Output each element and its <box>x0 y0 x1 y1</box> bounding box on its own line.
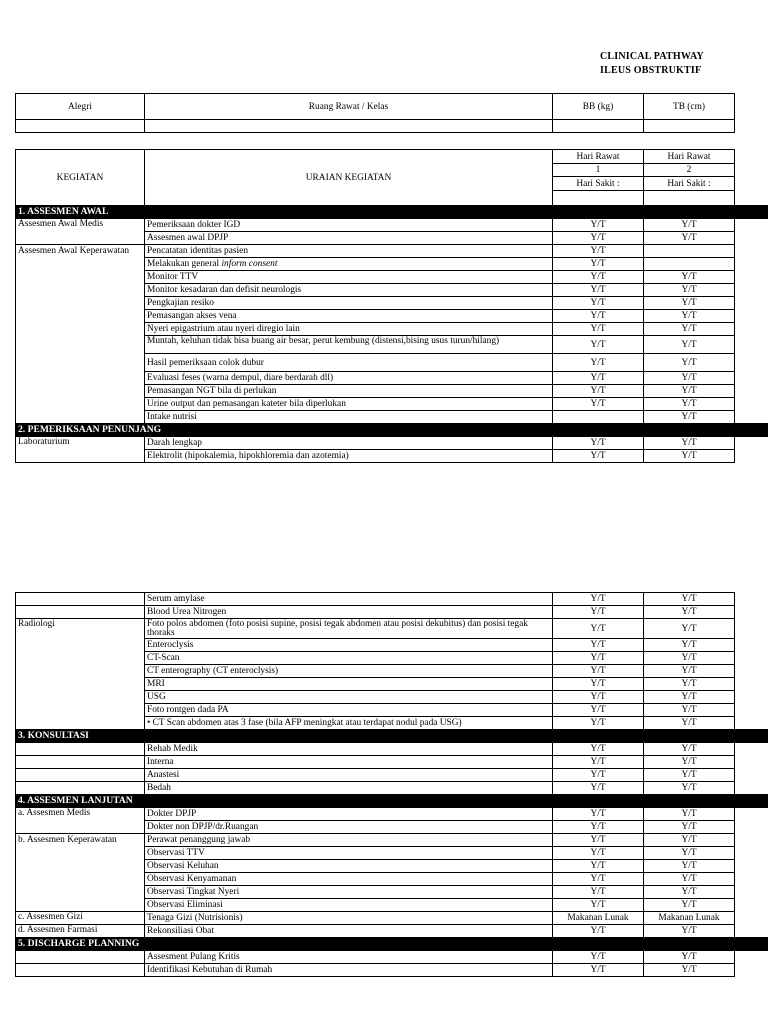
day-1-status[interactable]: Y/T <box>553 271 644 284</box>
section-title: 1. ASSESMEN AWAL <box>16 206 768 219</box>
day-1-status[interactable]: Y/T <box>553 808 644 821</box>
section-title: 5. DISCHARGE PLANNING <box>16 938 768 951</box>
section-header-row <box>16 206 768 219</box>
activity-description <box>145 354 553 372</box>
activity-description <box>145 639 553 652</box>
section-header-row <box>16 424 768 437</box>
activity-text: Dokter non DPJP/dr.Ruangan <box>147 822 259 832</box>
section-header-row <box>16 938 768 951</box>
activity-description <box>145 925 553 938</box>
activity-text: Pencatatan identitas pasien <box>147 246 249 256</box>
day-2-status[interactable]: Y/T <box>644 847 735 860</box>
activity-description <box>145 385 553 398</box>
hari-sakit-2: Hari Sakit : <box>644 177 735 191</box>
day-2-status[interactable]: Y/T <box>644 323 735 336</box>
activity-text: Observasi Kenyamanan <box>147 874 237 884</box>
table-row <box>16 619 768 639</box>
day-2-status[interactable]: Y/T <box>644 619 735 639</box>
activity-text: Muntah, keluhan tidak bisa buang air besar, perut kembung (distensi,bising usus turun/hilang) <box>147 336 500 346</box>
weight-header: BB (kg) <box>553 94 644 120</box>
activity-category: d. Assesmen Farmasi <box>16 925 145 938</box>
day-1-status[interactable]: Y/T <box>553 245 644 258</box>
day-2-status[interactable]: Y/T <box>644 743 735 756</box>
day-1-status[interactable]: Y/T <box>553 593 644 606</box>
activity-description <box>145 232 553 245</box>
activity-description <box>145 860 553 873</box>
allergy-value-cell[interactable] <box>16 120 145 133</box>
activity-text: Melakukan general <box>147 259 222 269</box>
table-row <box>16 925 768 938</box>
activity-text: CT-Scan <box>147 653 180 663</box>
day-2-status[interactable]: Y/T <box>644 665 735 678</box>
day-1-status[interactable]: Y/T <box>553 925 644 938</box>
day-2-status[interactable]: Y/T <box>644 899 735 912</box>
activity-description <box>145 437 553 450</box>
activity-text: Pengkajian resiko <box>147 298 214 308</box>
section-header-row <box>16 730 768 743</box>
activity-description <box>145 678 553 691</box>
day-2-status[interactable]: Y/T <box>644 756 735 769</box>
table-row <box>16 593 768 606</box>
day-2-status[interactable]: Y/T <box>644 925 735 938</box>
activity-text: Anastesi <box>147 770 180 780</box>
day-2-status[interactable]: Y/T <box>644 437 735 450</box>
activity-description <box>145 619 553 639</box>
day-1-status[interactable]: Y/T <box>553 665 644 678</box>
activity-description <box>145 606 553 619</box>
day-2-status[interactable]: Y/T <box>644 951 735 964</box>
day-2-status[interactable]: Y/T <box>644 385 735 398</box>
activity-text: USG <box>147 692 166 702</box>
table-row <box>16 756 768 769</box>
activity-text: Intake nutrisi <box>147 412 197 422</box>
activity-description <box>145 782 553 795</box>
day-2-status[interactable] <box>644 258 735 271</box>
document-title-line1: CLINICAL PATHWAY <box>600 51 704 62</box>
activity-description <box>145 964 553 977</box>
table-row <box>16 245 768 258</box>
day-1-status[interactable]: Y/T <box>553 310 644 323</box>
activity-description <box>145 593 553 606</box>
day-2-status[interactable]: Y/T <box>644 860 735 873</box>
day-1-number: 1 <box>553 164 644 177</box>
activity-description <box>145 769 553 782</box>
day-1-status[interactable]: Makanan Lunak <box>553 912 644 925</box>
activity-text: Darah lengkap <box>147 438 202 448</box>
day-2-status[interactable]: Y/T <box>644 310 735 323</box>
day-2-status[interactable]: Y/T <box>644 398 735 411</box>
patient-info-table <box>15 93 735 133</box>
activity-text: Rekonsiliasi Obat <box>147 926 214 936</box>
activity-text: Monitor TTV <box>147 272 199 282</box>
activity-description <box>145 691 553 704</box>
table-row <box>16 769 768 782</box>
table-row <box>16 951 768 964</box>
activity-description <box>145 323 553 336</box>
day-1-status[interactable]: Y/T <box>553 354 644 372</box>
day-2-status[interactable]: Y/T <box>644 219 735 232</box>
uraian-header: URAIAN KEGIATAN <box>145 150 553 206</box>
activity-category: b. Assesmen Keperawatan <box>16 834 145 912</box>
activity-category <box>16 593 145 606</box>
pathway-table-page-2 <box>15 592 768 977</box>
day-1-status[interactable]: Y/T <box>553 873 644 886</box>
activity-category: a. Assesmen Medis <box>16 808 145 834</box>
activity-text: Monitor kesadaran dan defisit neurologis <box>147 285 302 295</box>
activity-text-italic: inform consent <box>221 259 278 269</box>
day-1-status[interactable]: Y/T <box>553 372 644 385</box>
activity-description <box>145 219 553 232</box>
day-1-status[interactable]: Y/T <box>553 652 644 665</box>
activity-description <box>145 886 553 899</box>
height-header: TB (cm) <box>644 94 735 120</box>
day-1-status[interactable]: Y/T <box>553 964 644 977</box>
activity-text: Interna <box>147 757 174 767</box>
day-2-number: 2 <box>644 164 735 177</box>
activity-description <box>145 310 553 323</box>
activity-description <box>145 847 553 860</box>
day-2-status[interactable]: Y/T <box>644 782 735 795</box>
activity-description <box>145 398 553 411</box>
day-2-status[interactable]: Y/T <box>644 886 735 899</box>
day-2-status[interactable]: Y/T <box>644 704 735 717</box>
activity-description <box>145 336 553 354</box>
hari-sakit-value-1[interactable] <box>553 191 644 206</box>
day-2-status[interactable]: Makanan Lunak <box>644 912 735 925</box>
section-header-row <box>16 795 768 808</box>
activity-category <box>16 769 145 782</box>
day-1-status[interactable]: Y/T <box>553 606 644 619</box>
hari-rawat-header-2: Hari Rawat <box>644 150 735 164</box>
day-1-status[interactable]: Y/T <box>553 219 644 232</box>
day-1-status[interactable]: Y/T <box>553 639 644 652</box>
day-1-status[interactable]: Y/T <box>553 323 644 336</box>
activity-category: Radiologi <box>16 619 145 730</box>
table-row <box>16 912 768 925</box>
pathway-table-page-1 <box>15 149 768 463</box>
day-1-status[interactable]: Y/T <box>553 886 644 899</box>
room-class-value-cell[interactable] <box>145 120 553 133</box>
day-1-status[interactable]: Y/T <box>553 336 644 354</box>
activity-text: Pemeriksaan dokter IGD <box>147 220 241 230</box>
day-2-status[interactable]: Y/T <box>644 450 735 463</box>
day-1-status[interactable]: Y/T <box>553 284 644 297</box>
activity-text: Perawat penanggung jawab <box>147 835 251 845</box>
activity-text: Tenaga Gizi (Nutrisionis) <box>147 913 243 923</box>
activity-text: Assesment Pulang Kritis <box>147 952 240 962</box>
activity-description <box>145 899 553 912</box>
activity-description <box>145 743 553 756</box>
activity-description <box>145 258 553 271</box>
activity-text: Assesmen awal DPJP <box>147 233 229 243</box>
activity-description <box>145 284 553 297</box>
activity-text: Identifikasi Kebutuhan di Rumah <box>147 965 273 975</box>
table-row <box>16 834 768 847</box>
day-1-status[interactable]: Y/T <box>553 398 644 411</box>
kegiatan-header: KEGIATAN <box>16 150 145 206</box>
document-title-line2: ILEUS OBSTRUKTIF <box>600 65 702 76</box>
activity-category <box>16 951 145 964</box>
activity-text: Pemasangan akses vena <box>147 311 237 321</box>
activity-description <box>145 756 553 769</box>
day-1-status[interactable]: Y/T <box>553 717 644 730</box>
day-2-status[interactable]: Y/T <box>644 691 735 704</box>
hari-sakit-1: Hari Sakit : <box>553 177 644 191</box>
day-2-status[interactable]: Y/T <box>644 639 735 652</box>
activity-text: MRI <box>147 679 165 689</box>
day-2-status[interactable]: Y/T <box>644 652 735 665</box>
day-1-status[interactable]: Y/T <box>553 450 644 463</box>
day-1-status[interactable]: Y/T <box>553 860 644 873</box>
activity-text: Nyeri epigastrium atau nyeri diregio lain <box>147 324 300 334</box>
table-row <box>16 782 768 795</box>
day-1-status[interactable]: Y/T <box>553 769 644 782</box>
day-1-status[interactable]: Y/T <box>553 258 644 271</box>
activity-category: Assesmen Awal Keperawatan <box>16 245 145 424</box>
section-title: 2. PEMERIKSAAN PENUNJANG <box>16 424 768 437</box>
day-1-status[interactable]: Y/T <box>553 899 644 912</box>
activity-description <box>145 271 553 284</box>
day-2-status[interactable] <box>644 245 735 258</box>
day-2-status[interactable]: Y/T <box>644 834 735 847</box>
day-2-status[interactable]: Y/T <box>644 354 735 372</box>
activity-description <box>145 411 553 424</box>
day-1-status[interactable] <box>553 411 644 424</box>
day-1-status[interactable]: Y/T <box>553 834 644 847</box>
height-value-cell[interactable] <box>644 120 735 133</box>
table-row <box>16 743 768 756</box>
activity-text: Pemasangan NGT bila di perlukan <box>147 386 277 396</box>
activity-text: Urine output dan pemasangan kateter bila diperlukan <box>147 399 346 409</box>
activity-text: Foto polos abdomen (foto posisi supine, posisi tegak abdomen atau posisi dekubitus) dan posisi tegak thoraks <box>147 619 528 638</box>
activity-text: Observasi Tingkat Nyeri <box>147 887 240 897</box>
activity-description <box>145 450 553 463</box>
day-2-status[interactable]: Y/T <box>644 284 735 297</box>
day-2-status[interactable]: Y/T <box>644 271 735 284</box>
day-1-status[interactable]: Y/T <box>553 691 644 704</box>
activity-description <box>145 665 553 678</box>
activity-category: c. Assesmen Gizi <box>16 912 145 925</box>
allergy-header: Alegri <box>16 94 145 120</box>
activity-text: Evaluasi feses (warna dempul, diare berdarah dll) <box>147 373 334 383</box>
day-2-status[interactable]: Y/T <box>644 372 735 385</box>
activity-description <box>145 912 553 925</box>
day-1-status[interactable]: Y/T <box>553 437 644 450</box>
day-2-status[interactable]: Y/T <box>644 411 735 424</box>
day-1-status[interactable]: Y/T <box>553 297 644 310</box>
day-2-status[interactable]: Y/T <box>644 232 735 245</box>
day-1-status[interactable]: Y/T <box>553 385 644 398</box>
activity-text: Foto rontgen dada PA <box>147 705 229 715</box>
day-1-status[interactable]: Y/T <box>553 743 644 756</box>
day-2-status[interactable]: Y/T <box>644 808 735 821</box>
table-row <box>16 606 768 619</box>
activity-description <box>145 372 553 385</box>
activity-description <box>145 873 553 886</box>
weight-value-cell[interactable] <box>553 120 644 133</box>
activity-description <box>145 951 553 964</box>
activity-text: Rehab Medik <box>147 744 198 754</box>
activity-category: Assesmen Awal Medis <box>16 219 145 245</box>
table-row <box>16 437 768 450</box>
day-2-status[interactable]: Y/T <box>644 606 735 619</box>
activity-text: Serum amylase <box>147 594 205 604</box>
day-2-status[interactable]: Y/T <box>644 821 735 834</box>
day-1-status[interactable]: Y/T <box>553 232 644 245</box>
activity-category <box>16 756 145 769</box>
day-1-status[interactable]: Y/T <box>553 951 644 964</box>
activity-description <box>145 704 553 717</box>
room-class-header: Ruang Rawat / Kelas <box>145 94 553 120</box>
activity-text: Hasil pemeriksaan colok dubur <box>147 357 264 368</box>
activity-description <box>145 821 553 834</box>
activity-text: Dokter DPJP <box>147 809 197 819</box>
hari-rawat-header-1: Hari Rawat <box>553 150 644 164</box>
hari-sakit-value-2[interactable] <box>644 191 735 206</box>
activity-text: Observasi TTV <box>147 848 205 858</box>
day-1-status[interactable]: Y/T <box>553 619 644 639</box>
day-1-status[interactable]: Y/T <box>553 678 644 691</box>
activity-description <box>145 808 553 821</box>
activity-text: Elektrolit (hipokalemia, hipokhloremia dan azotemia) <box>147 451 349 461</box>
section-title: 3. KONSULTASI <box>16 730 768 743</box>
activity-description <box>145 717 553 730</box>
day-2-status[interactable]: Y/T <box>644 873 735 886</box>
section-title: 4. ASSESMEN LANJUTAN <box>16 795 768 808</box>
table-row <box>16 808 768 821</box>
activity-text: • CT Scan abdomen atas 3 fase (bila AFP meningkat atau terdapat nodul pada USG) <box>147 718 462 728</box>
activity-text: Blood Urea Nitrogen <box>147 607 227 617</box>
table-row <box>16 964 768 977</box>
activity-text: Enteroclysis <box>147 640 194 650</box>
activity-category <box>16 606 145 619</box>
day-1-status[interactable]: Y/T <box>553 847 644 860</box>
day-1-status[interactable]: Y/T <box>553 821 644 834</box>
activity-text: Observasi Keluhan <box>147 861 219 871</box>
day-1-status[interactable]: Y/T <box>553 782 644 795</box>
day-1-status[interactable]: Y/T <box>553 704 644 717</box>
activity-text: CT enterography (CT enteroclysis) <box>147 666 279 676</box>
activity-description <box>145 245 553 258</box>
day-2-status[interactable]: Y/T <box>644 336 735 354</box>
day-2-status[interactable]: Y/T <box>644 769 735 782</box>
activity-category <box>16 743 145 756</box>
activity-category: Laboraturium <box>16 437 145 463</box>
activity-category <box>16 964 145 977</box>
activity-category <box>16 782 145 795</box>
activity-description <box>145 652 553 665</box>
day-1-status[interactable]: Y/T <box>553 756 644 769</box>
day-2-status[interactable]: Y/T <box>644 678 735 691</box>
day-2-status[interactable]: Y/T <box>644 593 735 606</box>
day-2-status[interactable]: Y/T <box>644 297 735 310</box>
activity-text: Bedah <box>147 783 171 793</box>
table-row <box>16 219 768 232</box>
day-2-status[interactable]: Y/T <box>644 964 735 977</box>
day-2-status[interactable]: Y/T <box>644 717 735 730</box>
activity-text: Observasi Eliminasi <box>147 900 223 910</box>
activity-description <box>145 834 553 847</box>
activity-description <box>145 297 553 310</box>
